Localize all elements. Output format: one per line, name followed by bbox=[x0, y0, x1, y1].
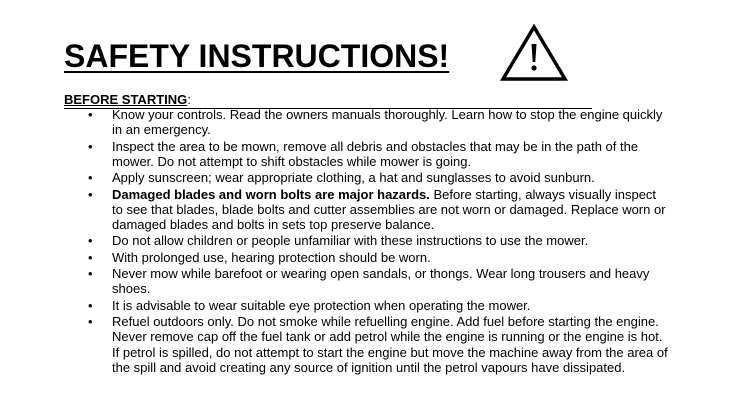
list-item bbox=[0, 266, 750, 296]
list-item-text: Refuel outdoors only. Do not smoke while refuelling engine. Add fuel before starting the engine. Never remove cap off the fuel tank or add petrol while the engine is running or the engine is hot. If petrol is spilled, do not attempt to start the engine but move the machine away from the area of the spill and avoid creating any source of ignition until the petrol vapours have dissipated. bbox=[112, 314, 668, 375]
list-item-text: Apply sunscreen; wear appropriate clothing, a hat and sunglasses to avoid sunburn. bbox=[112, 170, 595, 186]
list-item bbox=[0, 107, 750, 137]
list-item-text: With prolonged use, hearing protection should be worn. bbox=[112, 249, 431, 265]
list-item-text: Never mow while barefoot or wearing open sandals, or thongs. Wear long trousers and heavy shoes. bbox=[112, 266, 650, 297]
list-item bbox=[0, 170, 750, 185]
list-item bbox=[0, 139, 750, 169]
bullet-icon: • bbox=[88, 266, 93, 282]
list-item bbox=[0, 298, 750, 313]
list-item bbox=[0, 233, 750, 248]
bullet-icon: • bbox=[88, 107, 93, 122]
page-title: SAFETY INSTRUCTIONS! bbox=[64, 38, 450, 74]
list-item bbox=[0, 314, 750, 375]
bullet-icon: • bbox=[88, 186, 93, 202]
list-item-text: Do not allow children or people unfamiliar with these instructions to use the mower. bbox=[112, 233, 589, 249]
list-item-bold: Damaged blades and worn bolts are major hazards. bbox=[112, 186, 430, 202]
section-heading-colon: : bbox=[187, 92, 191, 107]
bullet-icon: • bbox=[88, 233, 93, 249]
list-item-text: Before starting, always visually inspect to see that blades, blade bolts and cutter assemblies are not worn or damaged. Replace worn or damaged blades and bolts in sets top preserve balance. bbox=[112, 186, 666, 232]
section-heading-label: BEFORE STARTING bbox=[64, 92, 188, 107]
warning-triangle-icon bbox=[500, 24, 568, 82]
list-item-text: It is advisable to wear suitable eye protection when operating the mower. bbox=[112, 297, 531, 313]
list-item-text: Inspect the area to be mown, remove all debris and obstacles that may be in the path of the mower. Do not attempt to shift obstacles while mower is going. bbox=[112, 138, 639, 169]
bullet-icon: • bbox=[88, 297, 93, 313]
list-item bbox=[0, 187, 750, 233]
bullet-icon: • bbox=[88, 170, 93, 186]
bullet-icon: • bbox=[88, 314, 93, 330]
instruction-list bbox=[0, 107, 750, 376]
bullet-icon: • bbox=[88, 138, 93, 154]
list-item-text: Know your controls. Read the owners manuals thoroughly. Learn how to stop the engine quickly in an emergency. bbox=[112, 107, 663, 138]
list-item bbox=[0, 250, 750, 265]
bullet-icon: • bbox=[88, 249, 93, 265]
